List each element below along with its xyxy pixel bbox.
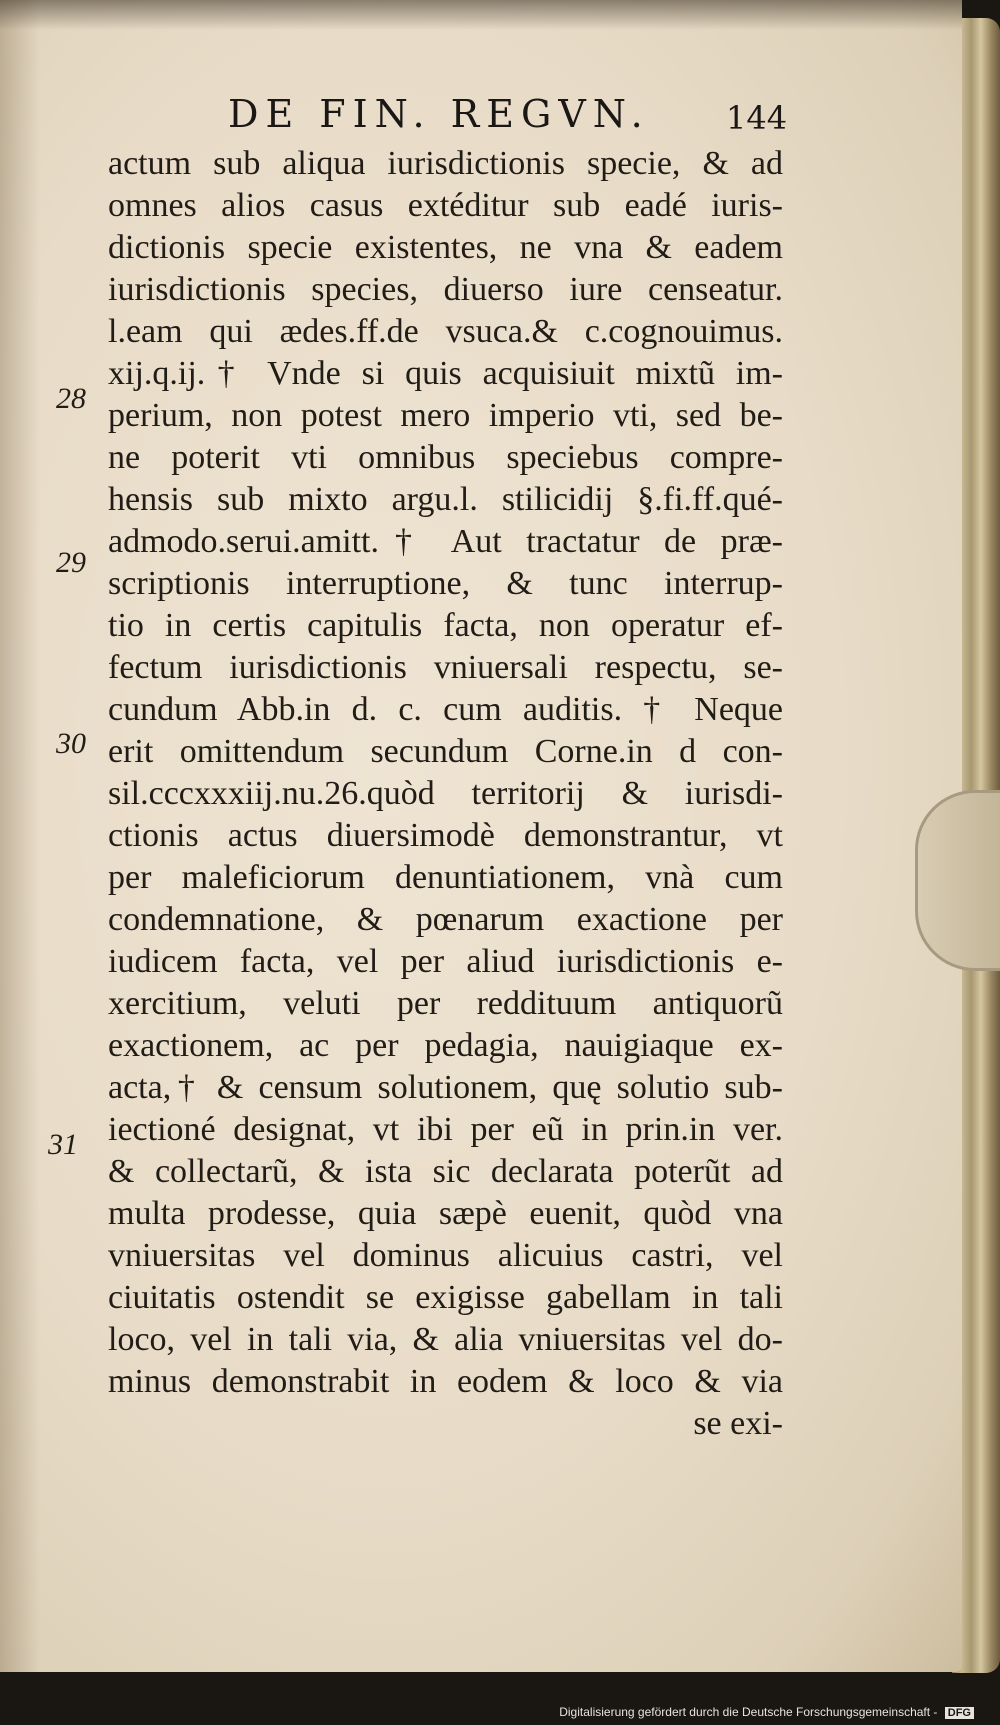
text-line: exactionem, ac per pedagia, nauigiaque ex-: [108, 1027, 783, 1064]
running-title: DE FIN. REGVN.: [228, 92, 650, 136]
text-line: omnes alios casus extéditur sub eadé iuris-: [108, 187, 783, 224]
text-line: multa prodesse, quia sæpè euenit, quòd vna: [108, 1195, 783, 1232]
text-line: fectum iurisdictionis vniuersali respectu, se-: [108, 649, 783, 686]
text-line: ctionis actus diuersimodè demonstrantur, vt: [108, 817, 783, 854]
text-line: ciuitatis ostendit se exigisse gabellam in tali: [108, 1279, 783, 1316]
text-line: ne poterit vti omnibus speciebus compre-: [108, 439, 783, 476]
text-line: iurisdictionis species, diuerso iure censeatur.: [108, 271, 783, 308]
text-line: perium, non potest mero imperio vti, sed be-: [108, 397, 783, 434]
page-number: 144: [726, 99, 788, 137]
text-line: xij.q.ij.† Vnde si quis acquisiuit mixtũ im-: [108, 355, 783, 392]
text-line: l.eam qui ædes.ff.de vsuca.& c.cognouimus.: [108, 313, 783, 350]
text-line: admodo.serui.amitt.† Aut tractatur de præ-: [108, 523, 783, 560]
marginal-number: 30: [56, 727, 86, 760]
text-line: vniuersitas vel dominus alicuius castri, vel: [108, 1237, 783, 1274]
text-line: scriptionis interruptione, & tunc interrup-: [108, 565, 783, 602]
text-line-catchword: se exi-: [693, 1405, 783, 1442]
text-line: actum sub aliqua iurisdictionis specie, & ad: [108, 145, 783, 182]
top-shadow: [0, 0, 962, 30]
text-line: xercitium, veluti per reddituum antiquorũ: [108, 985, 783, 1022]
text-line: per maleficiorum denuntiationem, vnà cum: [108, 859, 783, 896]
marginal-number: 28: [56, 382, 86, 415]
marginal-number: 31: [48, 1128, 78, 1161]
text-line: & collectarũ, & ista sic declarata poterũt ad: [108, 1153, 783, 1190]
text-line: hensis sub mixto argu.l. stilicidij §.fi.ff.qué-: [108, 481, 783, 518]
digitization-credit: [559, 1705, 974, 1719]
page-clasp: [915, 790, 1000, 971]
text-line: loco, vel in tali via, & alia vniuersitas vel do-: [108, 1321, 783, 1358]
credit-text: Digitalisierung gefördert durch die Deutsche Forschungsgemeinschaft -: [559, 1705, 938, 1719]
marginal-number: 29: [56, 546, 86, 579]
text-line: minus demonstrabit in eodem & loco & via: [108, 1363, 783, 1400]
text-line: iectioné designat, vt ibi per eũ in prin.in ver.: [108, 1111, 783, 1148]
text-line: cundum Abb.in d. c. cum auditis. † Neque: [108, 691, 783, 728]
text-line: dictionis specie existentes, ne vna & eadem: [108, 229, 783, 266]
text-line: condemnatione, & pœnarum exactione per: [108, 901, 783, 938]
text-line: sil.cccxxxiij.nu.26.quòd territorij & iurisdi-: [108, 775, 783, 812]
dfg-logo: DFG: [945, 1707, 974, 1719]
gutter-shadow: [0, 0, 40, 1672]
text-line: erit omittendum secundum Corne.in d con-: [108, 733, 783, 770]
text-line: tio in certis capitulis facta, non operatur ef-: [108, 607, 783, 644]
text-line: acta,† & censum solutionem, quę solutio sub-: [108, 1069, 783, 1106]
text-line: iudicem facta, vel per aliud iurisdictionis e-: [108, 943, 783, 980]
